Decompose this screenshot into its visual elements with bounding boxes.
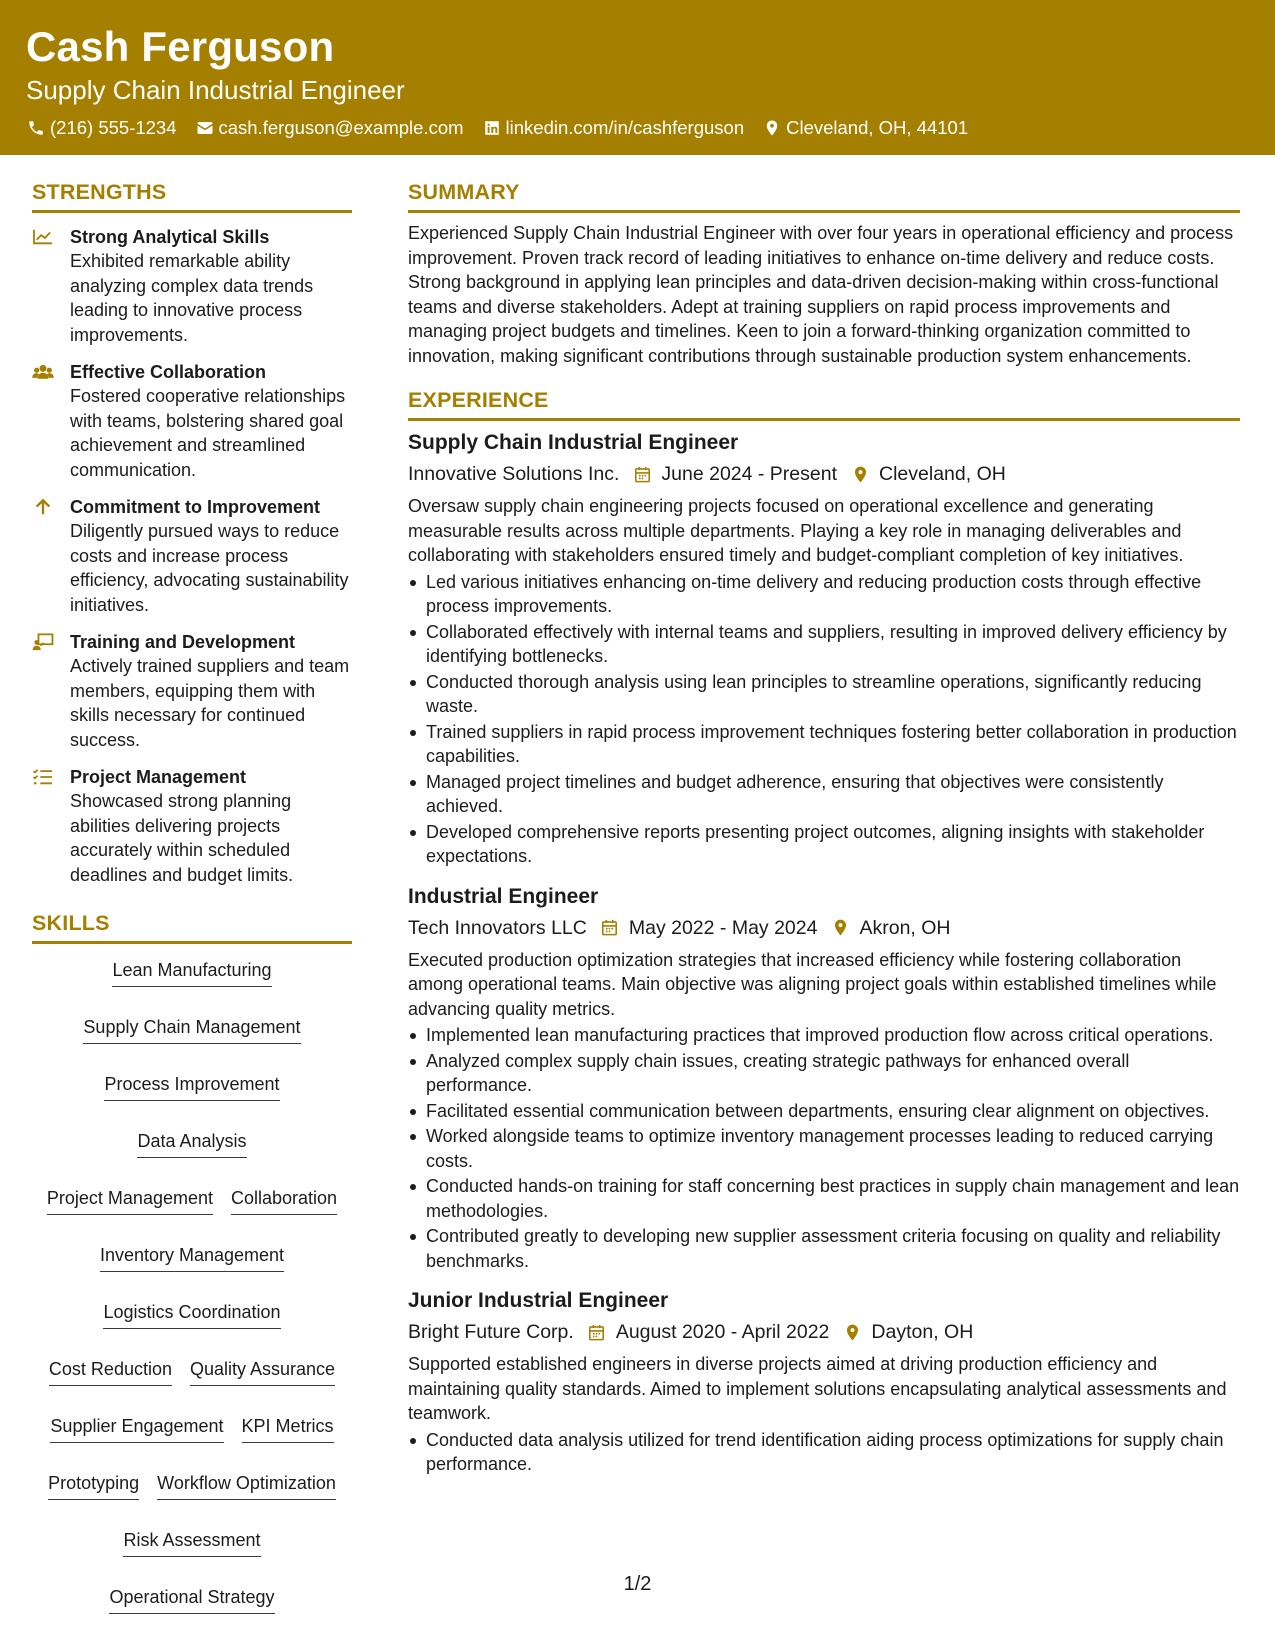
job-meta xyxy=(408,460,1240,488)
strength-item xyxy=(32,765,352,887)
map-pin-icon xyxy=(849,463,871,485)
contact-linkedin[interactable] xyxy=(482,116,745,140)
candidate-headline: Supply Chain Industrial Engineer xyxy=(26,75,405,105)
job-entry xyxy=(408,1287,1240,1477)
candidate-name: Cash Ferguson xyxy=(26,23,335,70)
job-title: Junior Industrial Engineer xyxy=(408,1289,669,1312)
job-bullet: Worked alongside teams to optimize inventory management processes leading to reduced carrying costs. xyxy=(408,1124,1240,1173)
skill-tag: Prototyping xyxy=(48,1471,139,1500)
strength-desc: Exhibited remarkable ability analyzing complex data trends leading to innovative process improvements. xyxy=(70,251,314,345)
left-column xyxy=(32,178,352,1614)
skill-tag: KPI Metrics xyxy=(242,1414,334,1443)
skill-tag: Lean Manufacturing xyxy=(112,958,271,987)
strength-title: Training and Development xyxy=(70,632,296,652)
job-bullet: Conducted thorough analysis using lean principles to streamline operations, significantly reducing waste. xyxy=(408,670,1240,719)
strength-item xyxy=(32,225,352,347)
skills-list xyxy=(32,958,352,1614)
phone-icon xyxy=(26,118,46,138)
skill-tag: Operational Strategy xyxy=(109,1585,274,1614)
job-location: Dayton, OH xyxy=(871,1321,974,1343)
summary-text: Experienced Supply Chain Industrial Engineer with over four years in operational efficiency and process improvement. Proven track record of leading initiatives to enhance on-time delivery and reduce costs. Strong background in applying lean principles and data-driven decision-making within cross-functional teams and diverse stakeholders. Adept at training suppliers on rapid process improvements and managing project budgets and timelines. Keen to join a forward-thinking organization committed to innovation, making significant contributions through sustainable production system enhancements. xyxy=(408,223,1234,366)
location-text: Cleveland, OH, 44101 xyxy=(786,117,969,138)
skill-tag: Project Management xyxy=(47,1186,213,1215)
job-bullets xyxy=(408,570,1240,869)
chalkboard-teacher-icon xyxy=(32,630,70,752)
skill-tag: Workflow Optimization xyxy=(157,1471,336,1500)
contact-email[interactable] xyxy=(195,116,464,140)
users-icon xyxy=(32,360,70,482)
strength-desc: Actively trained suppliers and team members, equipping them with skills necessary for continued success. xyxy=(70,656,350,750)
skill-tag: Logistics Coordination xyxy=(103,1300,280,1329)
job-bullet: Conducted hands-on training for staff concerning best practices in supply chain management and lean methodologies. xyxy=(408,1174,1240,1223)
job-bullet: Developed comprehensive reports presenting project outcomes, aligning insights with stakeholder expectations. xyxy=(408,820,1240,869)
job-company: Bright Future Corp. xyxy=(408,1321,574,1343)
strength-title: Commitment to Improvement xyxy=(70,497,321,517)
skills-heading: SKILLS xyxy=(32,909,352,944)
map-pin-icon xyxy=(841,1321,863,1343)
map-pin-icon xyxy=(762,118,782,138)
job-title: Industrial Engineer xyxy=(408,884,599,908)
skill-tag: Supply Chain Management xyxy=(83,1015,300,1044)
summary-heading: SUMMARY xyxy=(408,178,1240,213)
job-bullet: Trained suppliers in rapid process improvement techniques fostering better collaboration in production capabilities. xyxy=(408,720,1240,769)
map-pin-icon xyxy=(829,917,851,939)
page-number: 1/2 xyxy=(623,1573,652,1595)
strength-desc: Showcased strong planning abilities delivering projects accurately within scheduled deadlines and budget limits. xyxy=(70,791,294,885)
job-entry xyxy=(408,883,1240,1274)
job-company: Innovative Solutions Inc. xyxy=(408,463,620,485)
strengths-heading: STRENGTHS xyxy=(32,178,352,213)
envelope-icon xyxy=(195,118,215,138)
email-text: cash.ferguson@example.com xyxy=(218,117,464,138)
strength-title: Project Management xyxy=(70,767,247,787)
job-description: Oversaw supply chain engineering projects focused on operational excellence and generating measurable results across multiple departments. Playing a key role in managing deliverables and collaborating with stakeholders ensured timely and budget-compliant completion of key initiatives. xyxy=(408,496,1184,565)
job-bullet: Collaborated effectively with internal teams and suppliers, resulting in improved delivery efficiency by identifying bottlenecks. xyxy=(408,620,1240,669)
strength-title: Effective Collaboration xyxy=(70,362,267,382)
strength-item xyxy=(32,495,352,617)
skill-tag: Inventory Management xyxy=(100,1243,284,1272)
skill-tag: Process Improvement xyxy=(104,1072,279,1101)
experience-heading: EXPERIENCE xyxy=(408,386,1240,421)
skill-tag: Data Analysis xyxy=(137,1129,246,1158)
strength-desc: Diligently pursued ways to reduce costs and increase process efficiency, advocating sustainability initiatives. xyxy=(70,521,349,615)
contact-phone[interactable] xyxy=(26,116,177,140)
job-dates: June 2024 - Present xyxy=(661,463,838,485)
linkedin-text: linkedin.com/in/cashferguson xyxy=(505,117,745,138)
job-bullets xyxy=(408,1023,1240,1273)
calendar-icon xyxy=(631,463,653,485)
skill-tag: Risk Assessment xyxy=(123,1528,260,1557)
job-bullet: Contributed greatly to developing new supplier assessment criteria focusing on quality and reliability benchmarks. xyxy=(408,1224,1240,1273)
strength-title: Strong Analytical Skills xyxy=(70,227,270,247)
skill-tag: Quality Assurance xyxy=(190,1357,335,1386)
job-location: Cleveland, OH xyxy=(879,463,1006,485)
job-meta xyxy=(408,1318,1240,1346)
contact-location xyxy=(762,116,968,140)
job-dates: August 2020 - April 2022 xyxy=(615,1321,830,1343)
strength-item xyxy=(32,630,352,752)
skill-tag: Supplier Engagement xyxy=(50,1414,223,1443)
strengths-list xyxy=(32,225,352,887)
job-bullet: Implemented lean manufacturing practices that improved production flow across critical operations. xyxy=(408,1023,1240,1048)
calendar-icon xyxy=(586,1321,608,1343)
job-location: Akron, OH xyxy=(859,916,951,939)
job-entry xyxy=(408,429,1240,869)
job-dates: May 2022 - May 2024 xyxy=(628,916,818,939)
job-bullet: Managed project timelines and budget adherence, ensuring that objectives were consistently achieved. xyxy=(408,770,1240,819)
strength-item xyxy=(32,360,352,482)
skill-tag: Cost Reduction xyxy=(49,1357,172,1386)
job-bullet: Analyzed complex supply chain issues, creating strategic pathways for enhanced overall performance. xyxy=(408,1049,1240,1098)
linkedin-icon xyxy=(482,118,502,138)
job-title: Supply Chain Industrial Engineer xyxy=(408,431,739,454)
job-meta xyxy=(408,914,1240,942)
calendar-icon xyxy=(599,917,621,939)
job-description: Executed production optimization strategies that increased efficiency while fostering collaboration among operational teams. Main objective was aligning project goals within established timelines while advancing quality metrics. xyxy=(408,949,1217,1019)
job-bullet: Conducted data analysis utilized for trend identification aiding process optimizations for supply chain performance. xyxy=(408,1428,1240,1477)
arrow-up-icon xyxy=(32,495,70,617)
resume-header xyxy=(0,0,1275,155)
job-bullets xyxy=(408,1428,1240,1477)
job-company: Tech Innovators LLC xyxy=(408,916,587,939)
contact-bar xyxy=(26,116,1249,140)
job-description: Supported established engineers in diverse projects aimed at driving production efficiency and maintaining quality standards. Aimed to implement solutions encapsulating analytical assessments and teamwork. xyxy=(408,1354,1227,1423)
skill-tag: Collaboration xyxy=(231,1186,337,1215)
job-bullet: Led various initiatives enhancing on-time delivery and reducing production costs through effective process improvements. xyxy=(408,570,1240,619)
strength-desc: Fostered cooperative relationships with teams, bolstering shared goal achievement and streamlined communication. xyxy=(70,386,346,480)
experience-list xyxy=(408,429,1240,1477)
job-bullet: Facilitated essential communication between departments, ensuring clear alignment on objectives. xyxy=(408,1099,1240,1124)
chart-line-icon xyxy=(32,225,70,347)
right-column xyxy=(408,178,1240,1491)
phone-text: (216) 555-1234 xyxy=(50,117,177,138)
task-list-icon xyxy=(32,765,70,887)
